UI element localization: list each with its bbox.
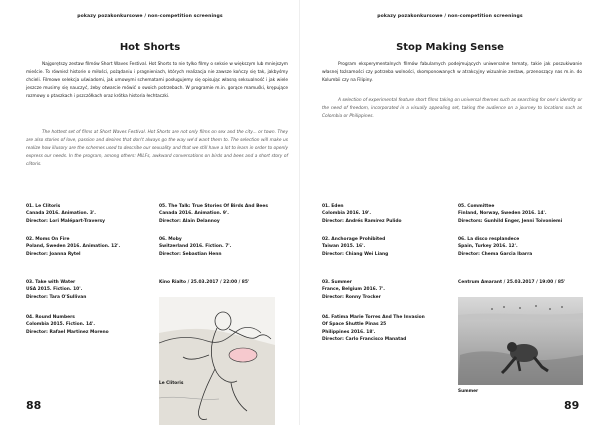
page-number: 88 xyxy=(26,399,42,412)
film-entry xyxy=(159,203,283,225)
description-english: A selection of experimental feature short films taking on universal themes such as searching for one's identity or the need of freedom, incorporated in a visually appealing set, taking the audience on a journey to locations such as Colombia or Philippines. xyxy=(322,98,582,119)
film-info: USA 2015. Fiction. 10'. xyxy=(26,287,83,293)
film-title: 03. Summer xyxy=(322,280,352,285)
film-title: 04. Fatima Marie Torres And The Invasion xyxy=(322,315,425,320)
film-title: 06. La disco resplandece xyxy=(458,237,520,242)
page-header: pokazy pozakonkursowe / non-competition screenings xyxy=(77,14,223,19)
image-caption: Summer xyxy=(458,389,479,394)
film-entry xyxy=(322,203,446,225)
film-info: France, Belgium 2016. 7'. xyxy=(322,287,385,293)
screening-venue: Kino Rialto / 25.03.2017 / 22:00 / 85' xyxy=(159,280,250,285)
film-title: 04. Round Numbers xyxy=(26,315,75,320)
film-director: Director: Chema Garcia Ibarra xyxy=(458,251,533,257)
film-info: Taiwan 2015. 16'. xyxy=(322,244,366,250)
description-polish: Program eksperymentalnych filmów fabularnych podejmujących uniwersalne tematy, takie jak poszukiwanie własnej tożsamości czy potrzeba wolności, skomponowanych w atrakcyjny wizualnie zestaw, przenoszący nas m.in. do Kolumbii czy na Filipiny. xyxy=(322,62,582,83)
film-entry xyxy=(458,203,590,225)
film-title: 05. Committee xyxy=(458,204,495,209)
film-director: Director: Sebastian Henn xyxy=(159,251,222,257)
film-director: Director: Carlo Francisco Manatad xyxy=(322,337,407,343)
film-entry xyxy=(322,279,446,301)
film-info: Finland, Norway, Sweden 2016. 14'. xyxy=(458,211,547,217)
film-entry xyxy=(458,236,590,258)
film-director: Director: Andrés Ramírez Pulido xyxy=(322,218,402,224)
film-title: 06. Moby xyxy=(159,237,182,242)
film-title: 02. Anchorage Prohibited xyxy=(322,237,386,242)
film-entry xyxy=(322,236,446,258)
film-entry xyxy=(322,314,454,344)
description-english: The hottest set of films at Short Waves Festival. Hot Shorts are not only films on sex and the city... or town. They are also stories of love, passion and desires that don't always go the way we'd want them to. The selection will make us realize how illusory are the schemes used to describe our sexuality and that we still have a lot to learn in order to openly express our needs. In the program, among others: MILFs, awkward conversations on birds and bees and a short story of clitoris. xyxy=(26,130,288,167)
film-entry xyxy=(159,236,283,258)
film-info: Poland, Sweden 2016. Animation. 12'. xyxy=(26,244,121,250)
image-caption: Le Clitoris xyxy=(159,381,184,386)
film-title: 02. Moms On Fire xyxy=(26,237,70,242)
film-director: Directors: Gunhild Enger, Jenni Toivoniemi xyxy=(458,218,563,224)
film-info: Colombia 2016. 19'. xyxy=(322,211,372,217)
film-title: 05. The Talk: True Stories Of Birds And Bees xyxy=(159,204,268,209)
page-number: 89 xyxy=(564,399,580,412)
film-director: Director: Joanna Rytel xyxy=(26,251,81,257)
screening-venue: Centrum Amarant / 25.03.2017 / 19:00 / 85' xyxy=(458,280,566,285)
film-info: Spain, Turkey 2016. 12'. xyxy=(458,244,518,250)
section-title: Stop Making Sense xyxy=(396,42,504,53)
film-info: Switzerland 2016. Fiction. 7'. xyxy=(159,244,232,250)
film-title: 01. Eden xyxy=(322,204,344,209)
description-polish: Najgorętszy zestaw filmów Short Waves Festival. Hot Shorts to nie tylko filmy o seksie w większym lub mniejszym mieście. To również historie o miłości, pożądaniu i pragnieniach, których realizacja nie zawsze kończy się tak, jakbyśmy chcieli. Filmowe selekcja uświadomi, jak umowymi schematami posługujemy się opisując własną seksualność i jak wiele jeszcze musimy się nauczyć, żeby otwarcie mówić o swoich potrzebach. W programie m.in. gorące mamuśki, krępujące rozmowy o ptaszkach i pszczółkach oraz krótka historia łechtaczki. xyxy=(26,62,288,99)
film-director: Director: Alain Delannoy xyxy=(159,218,220,224)
film-entry xyxy=(26,236,150,258)
film-info: Colombia 2015. Fiction. 14'. xyxy=(26,322,96,328)
film-still-image xyxy=(458,297,583,385)
film-director: Director: Rafael Martinez Moreno xyxy=(26,329,109,335)
film-info: Canada 2016. Animation. 3'. xyxy=(26,211,96,217)
film-entry xyxy=(26,279,150,301)
film-still-image xyxy=(159,297,275,425)
film-director: Director: Ronny Trocker xyxy=(322,294,381,300)
section-title: Hot Shorts xyxy=(119,42,181,53)
film-entry xyxy=(26,203,150,225)
film-director: Director: Chiang Wei Liang xyxy=(322,251,389,257)
page-right xyxy=(300,0,600,425)
film-info: Canada 2016. Animation. 9'. xyxy=(159,211,229,217)
film-title-cont: Of Space Shuttle Pinas 25 xyxy=(322,322,387,328)
film-info: Philippines 2016. 18'. xyxy=(322,329,376,335)
film-title: 03. Take with Water xyxy=(26,280,76,285)
film-director: Director: Lori Malépart-Traversy xyxy=(26,218,105,224)
page-header: pokazy pozakonkursowe / non-competition screenings xyxy=(377,14,523,19)
film-director: Director: Tara O'Sullivan xyxy=(26,294,87,300)
film-title: 01. Le Clitoris xyxy=(26,204,61,209)
film-entry xyxy=(26,314,150,336)
